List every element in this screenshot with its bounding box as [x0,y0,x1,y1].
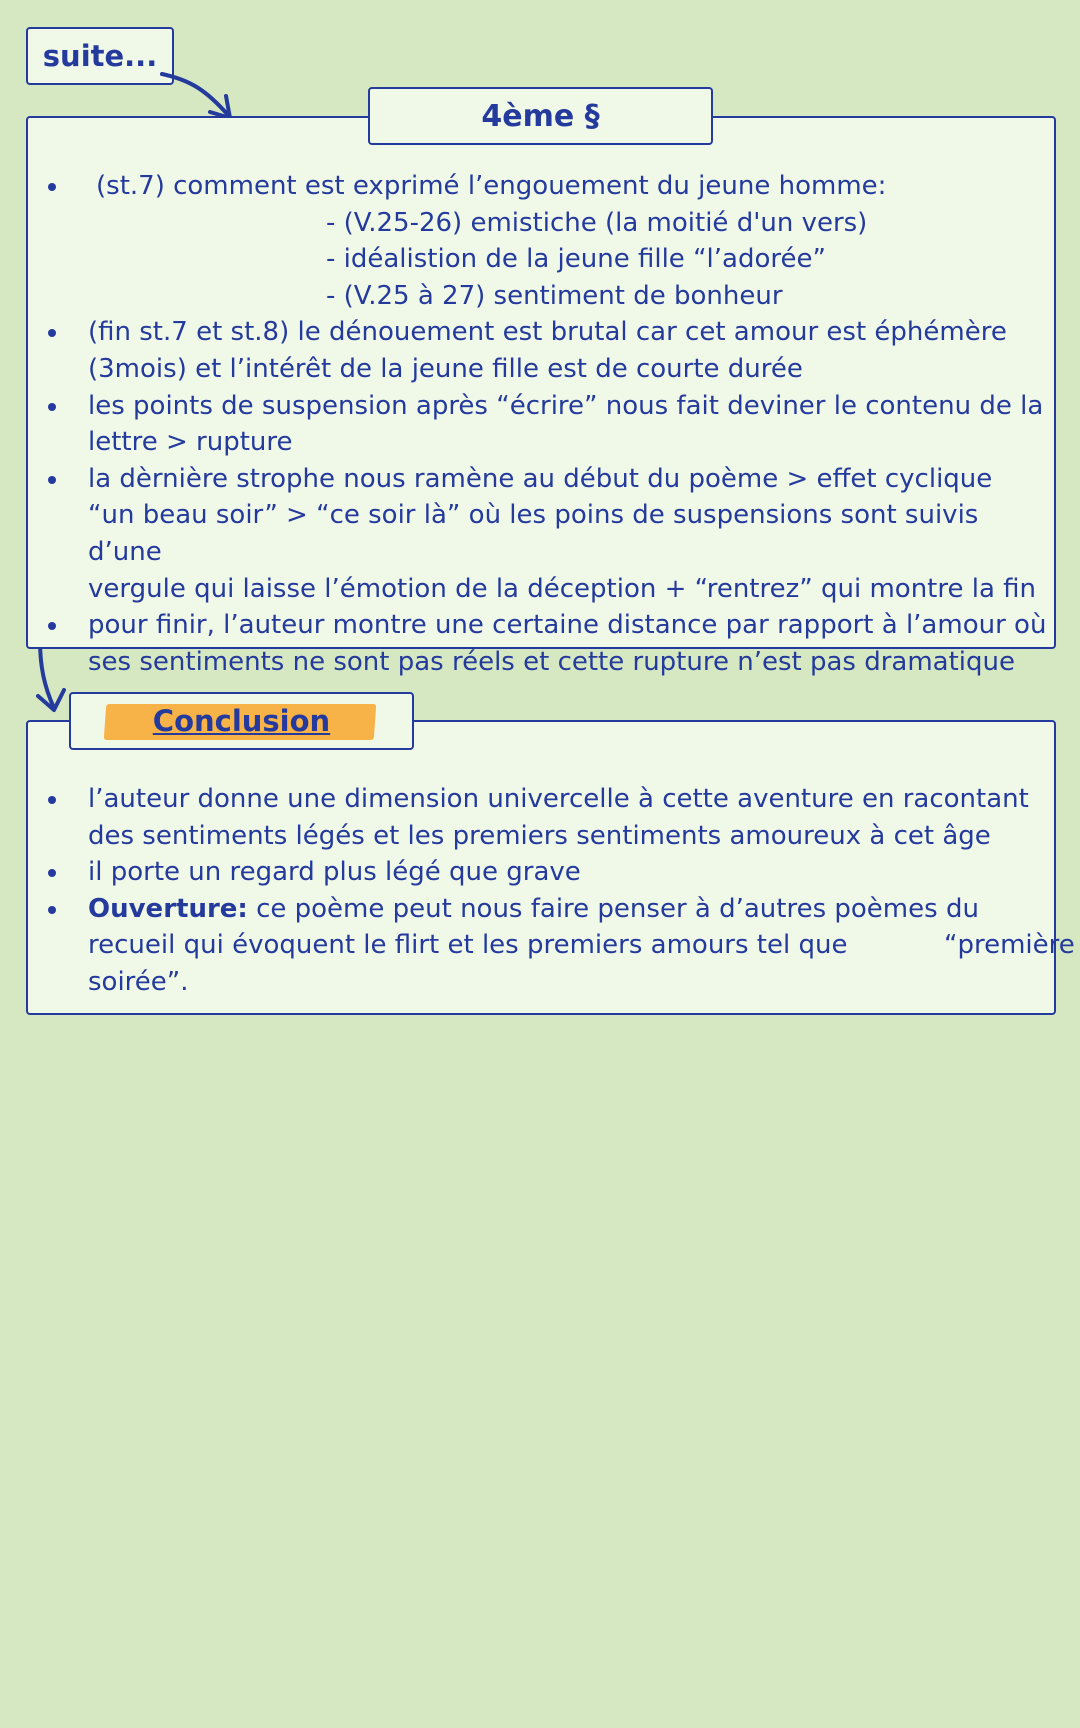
section4-panel [26,116,1056,677]
conclusion-title: Conclusion [152,704,331,738]
list-item [28,607,1054,680]
item3-line-1: les points de suspension après “écrire” nous fait deviner le contenu de la [88,390,1044,421]
item1-sub-1: - (V.25-26) emistiche (la moitié d'un vers) [326,207,868,238]
concl-item3-line-3: soirée”. [88,966,189,997]
item4-line-3: vergule qui laisse l’émotion de la déception + “rentrez” qui montre la fin [88,573,1037,604]
list-item [28,168,1054,314]
item1-lead: (st.7) comment est exprimé l’engouement du jeune homme: [96,171,887,201]
item1-sub-3: - (V.25 à 27) sentiment de bonheur [326,280,783,311]
conclusion-panel [26,720,1075,1015]
concl-item1-line-2: des sentiments légés et les premiers sentiments amoureux à cet âge [88,820,991,851]
section-title-tab [368,87,713,145]
list-item [28,388,1054,461]
item5-line-1: pour finir, l’auteur montre une certaine distance par rapport à l’amour où [88,610,1047,641]
item1-sub-2: - idéalistion de la jeune fille “l’adorée” [326,244,826,275]
item2-line-1: (fin st.7 et st.8) le dénouement est brutal car cet amour est éphémère [88,317,1007,348]
item4-line-1: la dèrnière strophe nous ramène au début du poème > effet cyclique [88,463,993,494]
concl-item2: il porte un regard plus légé que grave [88,857,581,888]
concl-item1-line-1: l’auteur donne une dimension univercelle à cette aventure en racontant [88,784,1029,814]
section-title: 4ème § [481,98,600,134]
list-item [28,854,1054,891]
item5-line-2: ses sentiments ne sont pas réels et cette rupture n’est pas dramatique [88,646,1016,677]
premiere-quote: “première [944,930,1075,961]
list-item [28,781,1054,854]
list-item [28,314,1054,387]
conclusion-title-tab [69,692,414,750]
item3-line-2: lettre > rupture [88,427,293,458]
concl-item3-line-2: recueil qui évoquent le flirt et les premiers amours tel que [88,930,848,961]
ouverture-label: Ouverture: [88,893,248,924]
concl-item3-line-1: ce poème peut nous faire penser à d’autres poèmes du [247,893,979,924]
list-item [28,891,1075,1001]
item4-line-2: “un beau soir” > “ce soir là” où les poins de suspensions sont suivis d’une [88,500,979,567]
suite-text: suite... [42,39,158,73]
item2-line-2: (3mois) et l’intérêt de la jeune fille est de courte durée [88,353,803,384]
list-item [28,461,1054,607]
